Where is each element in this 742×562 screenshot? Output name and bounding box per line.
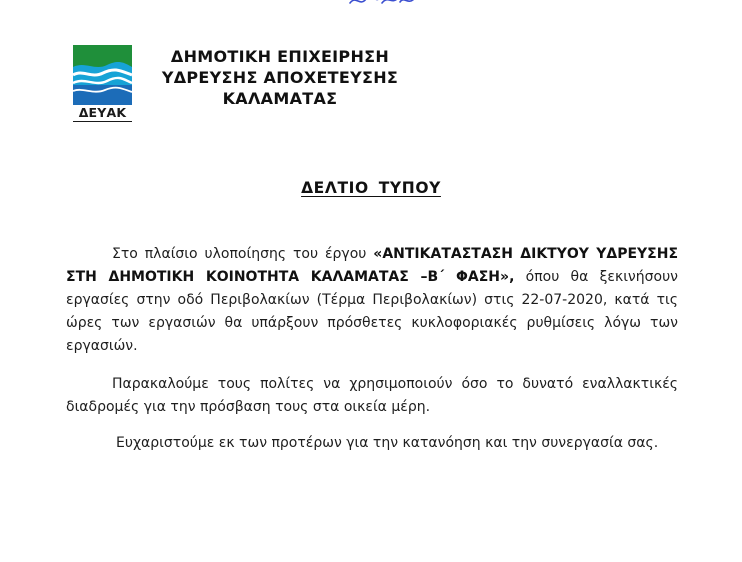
organization-name [150, 46, 410, 109]
paragraph-1-lead: Στο πλαίσιο υλοποίησης του έργου [112, 246, 374, 262]
org-line-3: ΚΑΛΑΜΑΤΑΣ [222, 89, 338, 108]
project-name: «ΑΝΤΙΚΑΤΑΣΤΑΣΗ ΔΙΚΤΥΟΥ ΥΔΡΕΥΣΗΣ ΣΤΗ ΔΗΜΟΤΙΚΗ ΚΟΙΝΟΤΗΤΑ ΚΑΛΑΜΑΤΑΣ –Β΄ ΦΑΣΗ», [66, 246, 679, 285]
paragraph-1 [66, 243, 678, 358]
paragraph-2: Παρακαλούμε τους πολίτες να χρησιμοποιούν όσο το δυνατό εναλλακτικές διαδρομές για την πρόσβαση τους στα οικεία μέρη. [66, 376, 678, 415]
logo-text: ΔΕΥΑΚ [73, 105, 132, 122]
org-line-1: ΔΗΜΟΤΙΚΗ ΕΠΙΧΕΙΡΗΣΗ [170, 47, 390, 66]
document-title [0, 179, 742, 197]
deyak-logo [73, 45, 132, 121]
signature-scribble [348, 0, 418, 6]
logo-emblem [73, 45, 132, 105]
paragraph-1-rest: όπου θα ξεκινήσουν εργασίες στην οδό Περιβολακίων (Τέρμα Περιβολακίων) στις 22-07-2020, κατά τις ώρες των εργασιών θα υπάρξουν πρόσθετες κυκλοφοριακές ρυθμίσεις λόγω των εργασιών. [66, 269, 678, 354]
document-title-text: ΔΕΛΤΙΟ ΤΥΠΟΥ [301, 179, 441, 197]
paragraph-3: Ευχαριστούμε εκ των προτέρων για την κατανόηση και την συνεργασία σας. [116, 435, 659, 451]
org-line-2: ΥΔΡΕΥΣΗΣ ΑΠΟΧΕΤΕΥΣΗΣ [161, 68, 399, 87]
